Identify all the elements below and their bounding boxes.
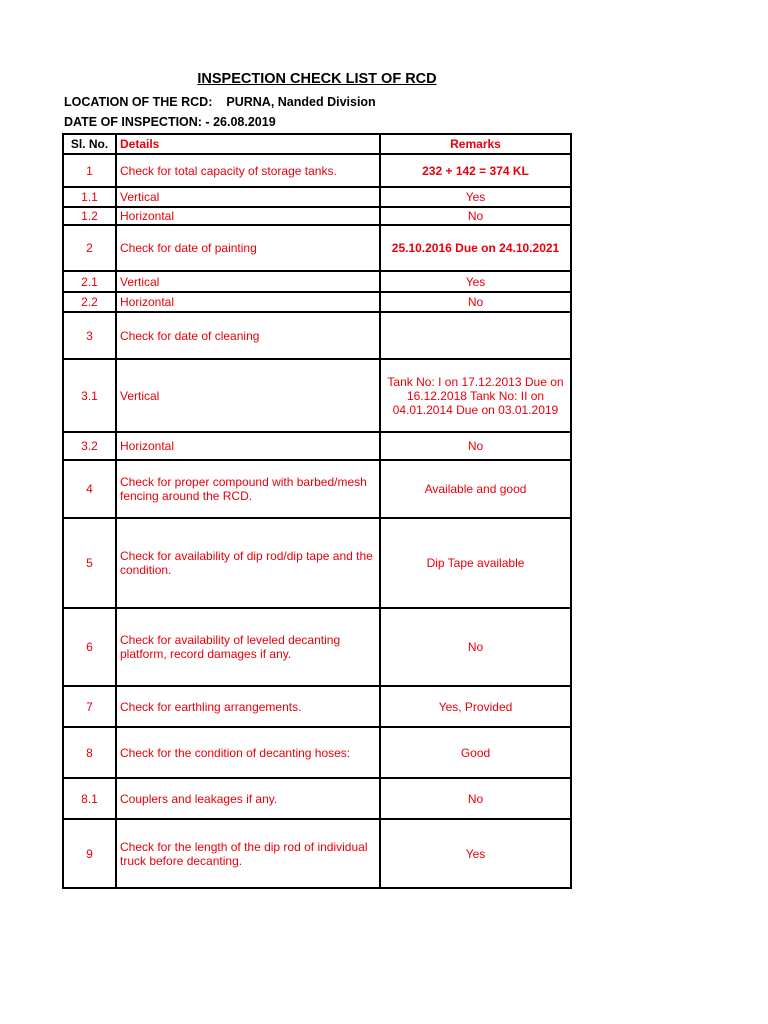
row-sl-no: 3.2 [63,432,116,460]
row-sl-no: 2 [63,225,116,271]
table-row [63,686,571,727]
row-sl-no: 8.1 [63,778,116,819]
row-sl-no: 7 [63,686,116,727]
row-remarks: Yes, Provided [380,686,571,727]
table-header-row [63,134,571,154]
row-details: Horizontal [116,432,380,460]
row-sl-no: 1.2 [63,207,116,225]
row-details: Check for availability of dip rod/dip tape and the condition. [116,518,380,608]
row-sl-no: 3.1 [63,359,116,432]
document-title: INSPECTION CHECK LIST OF RCD [197,71,437,87]
location-line [64,95,376,109]
row-details: Check for date of painting [116,225,380,271]
table-row [63,727,571,778]
table-row [63,819,571,888]
row-details: Check for date of cleaning [116,312,380,359]
row-details: Check for proper compound with barbed/mesh fencing around the RCD. [116,460,380,518]
row-details: Check for the length of the dip rod of individual truck before decanting. [116,819,380,888]
row-remarks: No [380,207,571,225]
inspection-checklist-table [62,133,572,889]
table-row [63,154,571,187]
location-label: LOCATION OF THE RCD: [64,95,213,109]
header-remarks: Remarks [380,134,571,154]
table-row [63,292,571,312]
header-details: Details [116,134,380,154]
table-row [63,432,571,460]
row-remarks [380,312,571,359]
table-row [63,778,571,819]
row-details: Horizontal [116,207,380,225]
table-row [63,225,571,271]
row-sl-no: 6 [63,608,116,686]
row-sl-no: 1 [63,154,116,187]
row-remarks: No [380,292,571,312]
table-row [63,608,571,686]
row-details: Vertical [116,187,380,207]
table-row [63,187,571,207]
date-value: 26.08.2019 [213,115,276,129]
table-row [63,312,571,359]
row-remarks: Available and good [380,460,571,518]
row-remarks: Good [380,727,571,778]
row-sl-no: 1.1 [63,187,116,207]
table-row [63,460,571,518]
location-value: PURNA, Nanded Division [226,95,376,109]
row-sl-no: 8 [63,727,116,778]
row-sl-no: 2.1 [63,271,116,292]
row-sl-no: 2.2 [63,292,116,312]
row-remarks: Yes [380,819,571,888]
row-remarks: 232 + 142 = 374 KL [380,154,571,187]
row-details: Check for total capacity of storage tanks. [116,154,380,187]
date-label: DATE OF INSPECTION: - [64,115,210,129]
row-details: Couplers and leakages if any. [116,778,380,819]
table-row [63,271,571,292]
row-details: Check for availability of leveled decanting platform, record damages if any. [116,608,380,686]
date-line [64,115,276,129]
row-remarks: Dip Tape available [380,518,571,608]
row-remarks: No [380,608,571,686]
row-remarks: No [380,778,571,819]
row-remarks: Yes [380,187,571,207]
row-sl-no: 3 [63,312,116,359]
table-row [63,518,571,608]
table-row [63,359,571,432]
header-sl-no: Sl. No. [63,134,116,154]
row-sl-no: 4 [63,460,116,518]
row-remarks: 25.10.2016 Due on 24.10.2021 [380,225,571,271]
row-remarks: Tank No: I on 17.12.2013 Due on 16.12.2018 Tank No: II on 04.01.2014 Due on 03.01.2019 [380,359,571,432]
row-sl-no: 9 [63,819,116,888]
row-details: Vertical [116,359,380,432]
table-row [63,207,571,225]
row-details: Check for earthling arrangements. [116,686,380,727]
row-remarks: Yes [380,271,571,292]
row-details: Horizontal [116,292,380,312]
row-remarks: No [380,432,571,460]
row-sl-no: 5 [63,518,116,608]
row-details: Check for the condition of decanting hoses: [116,727,380,778]
row-details: Vertical [116,271,380,292]
